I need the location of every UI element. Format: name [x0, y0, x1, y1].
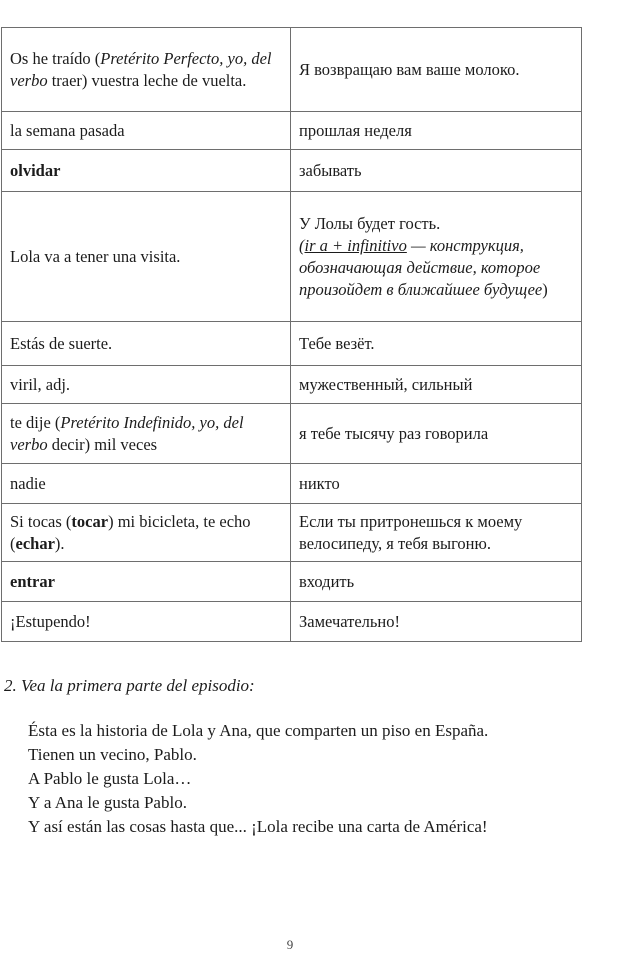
text-run: — конструкция, обозначающая действие, которое произойдет в ближайшее будущее [299, 235, 543, 299]
vocabulary-row [2, 602, 582, 642]
text-run: Замечательно! [299, 611, 401, 631]
text-run: ) mi bicicleta, te echo ( [10, 511, 251, 553]
vocabulary-row [2, 112, 582, 150]
text-run: никто [299, 473, 340, 493]
russian-cell [291, 192, 582, 322]
vocabulary-row [2, 192, 582, 322]
text-run: ( [299, 235, 305, 255]
text-run: te dije ( [10, 412, 61, 432]
page-number: 9 [286, 937, 294, 952]
spanish-cell [2, 150, 291, 192]
spanish-cell [2, 504, 291, 562]
russian-cell [291, 404, 582, 464]
text-run: la semana pasada [10, 120, 125, 140]
story-text [28, 719, 488, 839]
story-line: Y a Ana le gusta Pablo. [28, 793, 187, 812]
russian-cell [291, 602, 582, 642]
russian-cell [291, 562, 582, 602]
text-run: Estás de suerte. [10, 333, 113, 353]
vocabulary-row [2, 322, 582, 366]
text-run: traer) vuestra leche de vuelta. [47, 70, 247, 90]
story-line: Tienen un vecino, Pablo. [28, 745, 197, 764]
russian-cell [291, 150, 582, 192]
exercise-instruction: 2. Vea la primera parte del episodio: [4, 676, 255, 695]
spanish-cell [2, 464, 291, 504]
vocabulary-table-body [2, 28, 582, 642]
text-run: echar [15, 533, 55, 553]
text-run: Тебе везёт. [299, 333, 375, 353]
text-run: entrar [10, 571, 55, 591]
spanish-cell [2, 28, 291, 112]
story-line: Ésta es la historia de Lola y Ana, que comparten un piso en España. [28, 721, 489, 740]
russian-cell [291, 464, 582, 504]
spanish-cell [2, 562, 291, 602]
spanish-cell [2, 192, 291, 322]
text-run: Os he traído ( [10, 48, 101, 68]
spanish-cell [2, 322, 291, 366]
text-run: decir) mil veces [47, 434, 158, 454]
text-run: забывать [299, 160, 362, 180]
vocabulary-row [2, 28, 582, 112]
text-run: прошлая неделя [299, 120, 412, 140]
text-run: Pretérito Perfecto, yo, del verbo [10, 48, 272, 90]
vocabulary-row [2, 404, 582, 464]
text-run: ) [542, 279, 548, 299]
text-run: Я возвращаю вам ваше молоко. [299, 59, 520, 79]
spanish-cell [2, 404, 291, 464]
text-run: входить [299, 571, 355, 591]
text-run: nadie [10, 473, 46, 493]
text-run: olvidar [10, 160, 61, 180]
vocabulary-row [2, 504, 582, 562]
text-run: ir a + infinitivo [304, 235, 407, 255]
text-run: мужественный, сильный [299, 374, 473, 394]
spanish-cell [2, 366, 291, 404]
story-line: Y así están las cosas hasta que... ¡Lola recibe una carta de América! [28, 817, 488, 836]
text-run: Если ты притронешься к моему велосипеду, я тебя выгоню. [299, 511, 523, 553]
vocabulary-row [2, 562, 582, 602]
text-run: tocar [71, 511, 109, 531]
text-run: Pretérito Indefinido, yo, del verbo [10, 412, 244, 454]
russian-cell [291, 504, 582, 562]
russian-cell [291, 28, 582, 112]
story-line: A Pablo le gusta Lola… [28, 769, 192, 788]
text-run: ). [54, 533, 65, 553]
text-run: я тебе тысячу раз говорила [299, 423, 489, 443]
russian-cell [291, 322, 582, 366]
text-run: ¡Estupendo! [10, 611, 91, 631]
russian-cell [291, 112, 582, 150]
russian-cell [291, 366, 582, 404]
vocabulary-row [2, 150, 582, 192]
text-run: viril, adj. [10, 374, 71, 394]
spanish-cell [2, 112, 291, 150]
spanish-cell [2, 602, 291, 642]
vocabulary-row [2, 366, 582, 404]
text-run: У Лолы будет гость. [299, 213, 441, 233]
vocabulary-row [2, 464, 582, 504]
vocabulary-table [1, 27, 582, 642]
text-run: Lola va a tener una visita. [10, 246, 181, 266]
text-run: Si tocas ( [10, 511, 72, 531]
